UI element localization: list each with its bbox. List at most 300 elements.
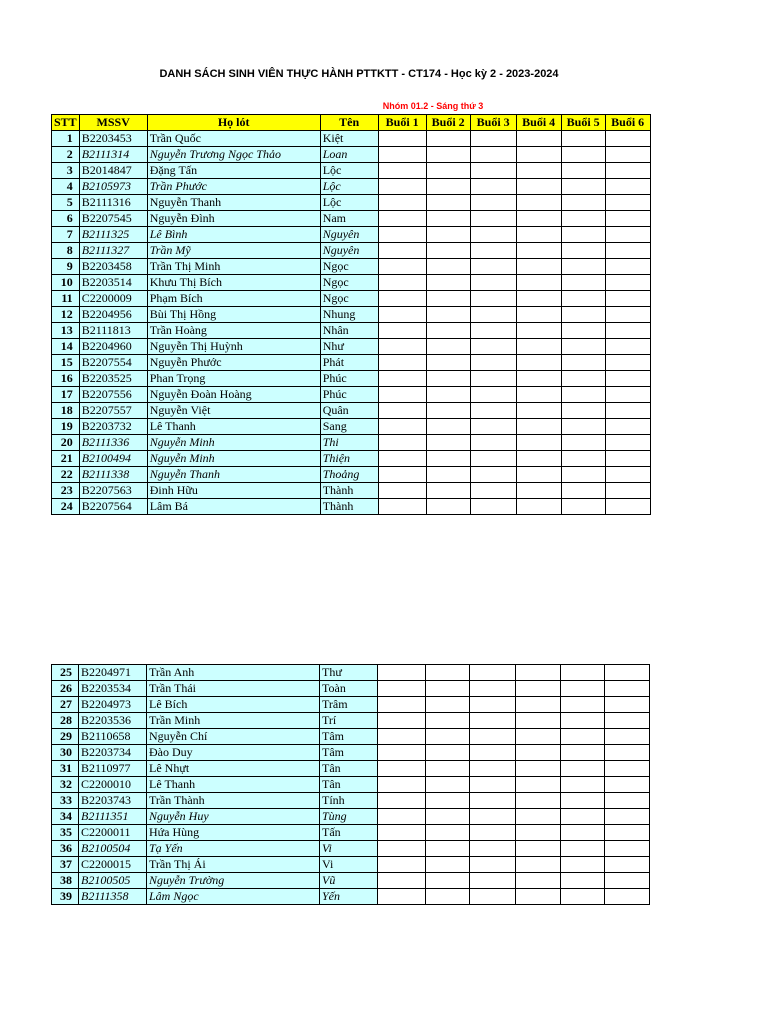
attendance-cell-buoi-1[interactable]: [378, 243, 426, 259]
student-ten: Toàn: [320, 681, 378, 697]
attendance-cell-buoi-1[interactable]: [378, 665, 426, 681]
attendance-cell-buoi-5[interactable]: [561, 697, 605, 713]
attendance-cell-buoi-1[interactable]: [378, 163, 426, 179]
student-stt: 39: [52, 889, 79, 905]
attendance-cell-buoi-5[interactable]: [561, 211, 605, 227]
attendance-cell-buoi-3[interactable]: [470, 291, 516, 307]
attendance-cell-buoi-3[interactable]: [470, 339, 516, 355]
attendance-cell-buoi-3[interactable]: [470, 761, 516, 777]
attendance-cell-buoi-3[interactable]: [470, 681, 516, 697]
attendance-cell-buoi-2[interactable]: [426, 467, 470, 483]
attendance-cell-buoi-3[interactable]: [470, 419, 516, 435]
attendance-cell-buoi-5[interactable]: [561, 163, 605, 179]
attendance-cell-buoi-2[interactable]: [426, 323, 470, 339]
attendance-cell-buoi-1[interactable]: [378, 697, 426, 713]
attendance-cell-buoi-6[interactable]: [605, 227, 650, 243]
attendance-cell-buoi-4[interactable]: [516, 147, 561, 163]
attendance-cell-buoi-3[interactable]: [470, 131, 516, 147]
attendance-cell-buoi-5[interactable]: [561, 451, 605, 467]
attendance-cell-buoi-6[interactable]: [605, 259, 650, 275]
student-ho-lot: Trần Quốc: [147, 131, 320, 147]
attendance-cell-buoi-4[interactable]: [516, 483, 561, 499]
attendance-cell-buoi-5[interactable]: [561, 889, 605, 905]
student-stt: 8: [52, 243, 80, 259]
attendance-cell-buoi-2[interactable]: [426, 761, 470, 777]
attendance-cell-buoi-2[interactable]: [426, 259, 470, 275]
student-ten: Nguyên: [320, 243, 378, 259]
attendance-cell-buoi-1[interactable]: [378, 809, 426, 825]
attendance-cell-buoi-4[interactable]: [516, 681, 561, 697]
attendance-cell-buoi-5[interactable]: [561, 371, 605, 387]
attendance-cell-buoi-4[interactable]: [516, 275, 561, 291]
attendance-cell-buoi-2[interactable]: [426, 211, 470, 227]
table-body-2: [52, 665, 650, 905]
attendance-cell-buoi-1[interactable]: [378, 681, 426, 697]
attendance-cell-buoi-6[interactable]: [605, 761, 650, 777]
attendance-cell-buoi-5[interactable]: [561, 729, 605, 745]
student-ten: Tấn: [320, 825, 378, 841]
attendance-cell-buoi-1[interactable]: [378, 841, 426, 857]
attendance-cell-buoi-1[interactable]: [378, 355, 426, 371]
attendance-cell-buoi-2[interactable]: [426, 499, 470, 515]
attendance-cell-buoi-1[interactable]: [378, 179, 426, 195]
attendance-cell-buoi-6[interactable]: [605, 355, 650, 371]
attendance-cell-buoi-1[interactable]: [378, 387, 426, 403]
attendance-cell-buoi-4[interactable]: [516, 809, 561, 825]
student-stt: 38: [52, 873, 79, 889]
attendance-cell-buoi-1[interactable]: [378, 713, 426, 729]
attendance-cell-buoi-6[interactable]: [605, 889, 650, 905]
attendance-cell-buoi-1[interactable]: [378, 211, 426, 227]
attendance-cell-buoi-1[interactable]: [378, 889, 426, 905]
group-subtitle: Nhóm 01.2 - Sáng thứ 3: [382, 101, 484, 111]
table-row: [52, 355, 651, 371]
student-stt: 11: [52, 291, 80, 307]
attendance-cell-buoi-5[interactable]: [561, 387, 605, 403]
attendance-cell-buoi-2[interactable]: [426, 131, 470, 147]
attendance-cell-buoi-6[interactable]: [605, 323, 650, 339]
student-ten: Thiện: [320, 451, 378, 467]
attendance-cell-buoi-3[interactable]: [470, 857, 516, 873]
attendance-cell-buoi-1[interactable]: [378, 147, 426, 163]
attendance-cell-buoi-5[interactable]: [561, 793, 605, 809]
student-ten: Trâm: [320, 697, 378, 713]
attendance-cell-buoi-3[interactable]: [470, 275, 516, 291]
attendance-cell-buoi-6[interactable]: [605, 291, 650, 307]
attendance-cell-buoi-1[interactable]: [378, 227, 426, 243]
student-stt: 1: [52, 131, 80, 147]
attendance-cell-buoi-4[interactable]: [516, 793, 561, 809]
attendance-cell-buoi-2[interactable]: [426, 825, 470, 841]
attendance-cell-buoi-2[interactable]: [426, 435, 470, 451]
student-id: B2100494: [79, 451, 147, 467]
attendance-cell-buoi-2[interactable]: [426, 729, 470, 745]
attendance-cell-buoi-4[interactable]: [516, 179, 561, 195]
attendance-cell-buoi-2[interactable]: [426, 777, 470, 793]
student-id: B2207545: [79, 211, 147, 227]
attendance-cell-buoi-4[interactable]: [516, 777, 561, 793]
attendance-cell-buoi-6[interactable]: [605, 451, 650, 467]
attendance-cell-buoi-4[interactable]: [516, 195, 561, 211]
attendance-cell-buoi-1[interactable]: [378, 745, 426, 761]
attendance-cell-buoi-6[interactable]: [605, 147, 650, 163]
attendance-cell-buoi-3[interactable]: [470, 665, 516, 681]
attendance-cell-buoi-5[interactable]: [561, 227, 605, 243]
attendance-cell-buoi-4[interactable]: [516, 841, 561, 857]
attendance-cell-buoi-6[interactable]: [605, 665, 650, 681]
attendance-cell-buoi-3[interactable]: [470, 259, 516, 275]
attendance-cell-buoi-1[interactable]: [378, 451, 426, 467]
attendance-cell-buoi-6[interactable]: [605, 841, 650, 857]
attendance-cell-buoi-4[interactable]: [516, 387, 561, 403]
student-ho-lot: Nguyễn Đình: [147, 211, 320, 227]
attendance-cell-buoi-3[interactable]: [470, 889, 516, 905]
attendance-cell-buoi-3[interactable]: [470, 777, 516, 793]
attendance-cell-buoi-4[interactable]: [516, 665, 561, 681]
student-id: B2203525: [79, 371, 147, 387]
student-ho-lot: Đặng Tấn: [147, 163, 320, 179]
attendance-cell-buoi-2[interactable]: [426, 697, 470, 713]
attendance-cell-buoi-1[interactable]: [378, 761, 426, 777]
attendance-cell-buoi-3[interactable]: [470, 147, 516, 163]
attendance-cell-buoi-2[interactable]: [426, 793, 470, 809]
student-ho-lot: Nguyễn Minh: [147, 451, 320, 467]
student-id: C2200010: [79, 777, 147, 793]
attendance-cell-buoi-6[interactable]: [605, 745, 650, 761]
student-stt: 15: [52, 355, 80, 371]
table-row: [52, 403, 651, 419]
header-buoi-3: Buổi 3: [470, 115, 516, 131]
attendance-cell-buoi-3[interactable]: [470, 841, 516, 857]
student-stt: 24: [52, 499, 80, 515]
attendance-cell-buoi-1[interactable]: [378, 857, 426, 873]
attendance-cell-buoi-2[interactable]: [426, 371, 470, 387]
student-stt: 26: [52, 681, 79, 697]
attendance-cell-buoi-3[interactable]: [470, 243, 516, 259]
attendance-cell-buoi-5[interactable]: [561, 841, 605, 857]
attendance-cell-buoi-1[interactable]: [378, 873, 426, 889]
attendance-cell-buoi-6[interactable]: [605, 825, 650, 841]
attendance-cell-buoi-5[interactable]: [561, 713, 605, 729]
attendance-cell-buoi-5[interactable]: [561, 419, 605, 435]
attendance-cell-buoi-3[interactable]: [470, 323, 516, 339]
attendance-cell-buoi-6[interactable]: [605, 131, 650, 147]
attendance-cell-buoi-5[interactable]: [561, 467, 605, 483]
student-ten: Ngọc: [320, 291, 378, 307]
attendance-cell-buoi-4[interactable]: [516, 403, 561, 419]
attendance-cell-buoi-6[interactable]: [605, 195, 650, 211]
attendance-cell-buoi-6[interactable]: [605, 681, 650, 697]
attendance-cell-buoi-2[interactable]: [426, 857, 470, 873]
attendance-cell-buoi-4[interactable]: [516, 825, 561, 841]
header-ho-lot: Họ lót: [147, 115, 320, 131]
attendance-cell-buoi-5[interactable]: [561, 809, 605, 825]
attendance-cell-buoi-5[interactable]: [561, 195, 605, 211]
header-buoi-2: Buổi 2: [426, 115, 470, 131]
table-row: [52, 131, 651, 147]
table-row: [52, 857, 650, 873]
student-stt: 10: [52, 275, 80, 291]
attendance-cell-buoi-2[interactable]: [426, 809, 470, 825]
student-ho-lot: Nguyễn Thị Huỳnh: [147, 339, 320, 355]
table-body-1: [52, 131, 651, 515]
attendance-cell-buoi-3[interactable]: [470, 179, 516, 195]
student-stt: 12: [52, 307, 80, 323]
attendance-cell-buoi-4[interactable]: [516, 163, 561, 179]
attendance-cell-buoi-1[interactable]: [378, 131, 426, 147]
attendance-cell-buoi-1[interactable]: [378, 259, 426, 275]
attendance-cell-buoi-6[interactable]: [605, 483, 650, 499]
attendance-cell-buoi-5[interactable]: [561, 339, 605, 355]
attendance-cell-buoi-4[interactable]: [516, 211, 561, 227]
attendance-cell-buoi-5[interactable]: [561, 499, 605, 515]
attendance-cell-buoi-1[interactable]: [378, 483, 426, 499]
table-row: [52, 745, 650, 761]
attendance-cell-buoi-3[interactable]: [470, 387, 516, 403]
student-id: B2105973: [79, 179, 147, 195]
attendance-cell-buoi-5[interactable]: [561, 681, 605, 697]
attendance-cell-buoi-6[interactable]: [605, 729, 650, 745]
attendance-cell-buoi-5[interactable]: [561, 275, 605, 291]
attendance-cell-buoi-3[interactable]: [470, 809, 516, 825]
attendance-cell-buoi-5[interactable]: [561, 307, 605, 323]
student-id: B2203534: [79, 681, 147, 697]
attendance-cell-buoi-4[interactable]: [516, 451, 561, 467]
attendance-cell-buoi-6[interactable]: [605, 403, 650, 419]
attendance-cell-buoi-1[interactable]: [378, 825, 426, 841]
attendance-cell-buoi-1[interactable]: [378, 339, 426, 355]
attendance-cell-buoi-4[interactable]: [516, 355, 561, 371]
student-ho-lot: Đào Duy: [147, 745, 320, 761]
attendance-cell-buoi-5[interactable]: [561, 825, 605, 841]
student-id: B2203734: [79, 745, 147, 761]
student-ten: Loan: [320, 147, 378, 163]
attendance-cell-buoi-4[interactable]: [516, 323, 561, 339]
table-header-row: [52, 115, 651, 131]
attendance-cell-buoi-5[interactable]: [561, 435, 605, 451]
attendance-cell-buoi-4[interactable]: [516, 259, 561, 275]
attendance-cell-buoi-3[interactable]: [470, 697, 516, 713]
student-stt: 18: [52, 403, 80, 419]
attendance-cell-buoi-2[interactable]: [426, 681, 470, 697]
attendance-cell-buoi-2[interactable]: [426, 275, 470, 291]
attendance-cell-buoi-5[interactable]: [561, 259, 605, 275]
student-stt: 23: [52, 483, 80, 499]
student-ho-lot: Trần Mỹ: [147, 243, 320, 259]
attendance-cell-buoi-1[interactable]: [378, 729, 426, 745]
attendance-cell-buoi-1[interactable]: [378, 275, 426, 291]
attendance-cell-buoi-2[interactable]: [426, 179, 470, 195]
attendance-cell-buoi-1[interactable]: [378, 435, 426, 451]
attendance-cell-buoi-4[interactable]: [516, 371, 561, 387]
attendance-cell-buoi-4[interactable]: [516, 291, 561, 307]
attendance-cell-buoi-1[interactable]: [378, 467, 426, 483]
attendance-cell-buoi-5[interactable]: [561, 777, 605, 793]
attendance-cell-buoi-2[interactable]: [426, 227, 470, 243]
attendance-cell-buoi-1[interactable]: [378, 323, 426, 339]
attendance-cell-buoi-4[interactable]: [516, 857, 561, 873]
attendance-cell-buoi-5[interactable]: [561, 243, 605, 259]
attendance-cell-buoi-4[interactable]: [516, 889, 561, 905]
attendance-cell-buoi-2[interactable]: [426, 147, 470, 163]
student-ho-lot: Nguyễn Phước: [147, 355, 320, 371]
attendance-cell-buoi-5[interactable]: [561, 355, 605, 371]
attendance-cell-buoi-2[interactable]: [426, 195, 470, 211]
attendance-cell-buoi-2[interactable]: [426, 451, 470, 467]
attendance-cell-buoi-6[interactable]: [605, 163, 650, 179]
student-stt: 16: [52, 371, 80, 387]
attendance-cell-buoi-4[interactable]: [516, 761, 561, 777]
attendance-cell-buoi-6[interactable]: [605, 713, 650, 729]
attendance-cell-buoi-2[interactable]: [426, 291, 470, 307]
attendance-cell-buoi-5[interactable]: [561, 323, 605, 339]
attendance-cell-buoi-5[interactable]: [561, 291, 605, 307]
attendance-cell-buoi-5[interactable]: [561, 483, 605, 499]
attendance-cell-buoi-6[interactable]: [605, 243, 650, 259]
student-ho-lot: Trần Anh: [147, 665, 320, 681]
attendance-cell-buoi-3[interactable]: [470, 195, 516, 211]
attendance-cell-buoi-2[interactable]: [426, 873, 470, 889]
attendance-cell-buoi-1[interactable]: [378, 371, 426, 387]
document-title: DANH SÁCH SINH VIÊN THỰC HÀNH PTTKTT - CT174 - Học kỳ 2 - 2023-2024: [159, 68, 559, 80]
attendance-cell-buoi-3[interactable]: [470, 227, 516, 243]
attendance-cell-buoi-3[interactable]: [470, 793, 516, 809]
attendance-cell-buoi-5[interactable]: [561, 147, 605, 163]
attendance-cell-buoi-1[interactable]: [378, 195, 426, 211]
attendance-cell-buoi-4[interactable]: [516, 499, 561, 515]
attendance-cell-buoi-6[interactable]: [605, 387, 650, 403]
attendance-cell-buoi-1[interactable]: [378, 777, 426, 793]
attendance-cell-buoi-2[interactable]: [426, 713, 470, 729]
attendance-cell-buoi-4[interactable]: [516, 745, 561, 761]
attendance-cell-buoi-4[interactable]: [516, 339, 561, 355]
attendance-cell-buoi-6[interactable]: [605, 809, 650, 825]
attendance-cell-buoi-6[interactable]: [605, 371, 650, 387]
attendance-cell-buoi-2[interactable]: [426, 745, 470, 761]
student-id: B2100504: [79, 841, 147, 857]
attendance-cell-buoi-4[interactable]: [516, 873, 561, 889]
attendance-cell-buoi-3[interactable]: [470, 435, 516, 451]
attendance-cell-buoi-3[interactable]: [470, 713, 516, 729]
student-ho-lot: Trần Thành: [147, 793, 320, 809]
attendance-cell-buoi-3[interactable]: [470, 451, 516, 467]
attendance-cell-buoi-3[interactable]: [470, 467, 516, 483]
attendance-cell-buoi-2[interactable]: [426, 243, 470, 259]
student-ho-lot: Khưu Thị Bích: [147, 275, 320, 291]
attendance-cell-buoi-1[interactable]: [378, 307, 426, 323]
student-ho-lot: Bùi Thị Hồng: [147, 307, 320, 323]
attendance-cell-buoi-5[interactable]: [561, 761, 605, 777]
attendance-cell-buoi-2[interactable]: [426, 483, 470, 499]
attendance-cell-buoi-4[interactable]: [516, 697, 561, 713]
table-row: [52, 889, 650, 905]
attendance-cell-buoi-3[interactable]: [470, 483, 516, 499]
attendance-cell-buoi-2[interactable]: [426, 339, 470, 355]
attendance-cell-buoi-3[interactable]: [470, 211, 516, 227]
attendance-cell-buoi-4[interactable]: [516, 243, 561, 259]
attendance-cell-buoi-6[interactable]: [605, 873, 650, 889]
attendance-cell-buoi-6[interactable]: [605, 793, 650, 809]
student-id: B2111813: [79, 323, 147, 339]
attendance-cell-buoi-3[interactable]: [470, 729, 516, 745]
attendance-cell-buoi-2[interactable]: [426, 387, 470, 403]
attendance-cell-buoi-4[interactable]: [516, 467, 561, 483]
attendance-cell-buoi-3[interactable]: [470, 825, 516, 841]
attendance-cell-buoi-6[interactable]: [605, 467, 650, 483]
attendance-cell-buoi-3[interactable]: [470, 499, 516, 515]
student-id: B2204971: [79, 665, 147, 681]
attendance-cell-buoi-2[interactable]: [426, 163, 470, 179]
attendance-cell-buoi-1[interactable]: [378, 291, 426, 307]
attendance-cell-buoi-2[interactable]: [426, 889, 470, 905]
student-id: B2203458: [79, 259, 147, 275]
attendance-cell-buoi-2[interactable]: [426, 419, 470, 435]
attendance-cell-buoi-4[interactable]: [516, 227, 561, 243]
student-ten: Quân: [320, 403, 378, 419]
attendance-cell-buoi-1[interactable]: [378, 499, 426, 515]
student-id: B2203743: [79, 793, 147, 809]
attendance-cell-buoi-2[interactable]: [426, 355, 470, 371]
student-ten: Vi: [320, 841, 378, 857]
attendance-cell-buoi-1[interactable]: [378, 793, 426, 809]
attendance-cell-buoi-5[interactable]: [561, 665, 605, 681]
attendance-cell-buoi-4[interactable]: [516, 419, 561, 435]
attendance-cell-buoi-5[interactable]: [561, 179, 605, 195]
attendance-cell-buoi-6[interactable]: [605, 435, 650, 451]
attendance-cell-buoi-6[interactable]: [605, 777, 650, 793]
attendance-cell-buoi-4[interactable]: [516, 435, 561, 451]
attendance-cell-buoi-4[interactable]: [516, 307, 561, 323]
attendance-cell-buoi-2[interactable]: [426, 665, 470, 681]
attendance-cell-buoi-6[interactable]: [605, 499, 650, 515]
student-id: B2207556: [79, 387, 147, 403]
table-row: [52, 195, 651, 211]
student-ho-lot: Đinh Hữu: [147, 483, 320, 499]
attendance-cell-buoi-3[interactable]: [470, 371, 516, 387]
attendance-cell-buoi-1[interactable]: [378, 403, 426, 419]
attendance-cell-buoi-5[interactable]: [561, 873, 605, 889]
attendance-cell-buoi-3[interactable]: [470, 403, 516, 419]
student-ten: Phúc: [320, 371, 378, 387]
student-ten: Tính: [320, 793, 378, 809]
attendance-cell-buoi-5[interactable]: [561, 403, 605, 419]
student-id: B2207563: [79, 483, 147, 499]
attendance-cell-buoi-3[interactable]: [470, 745, 516, 761]
attendance-cell-buoi-5[interactable]: [561, 857, 605, 873]
attendance-cell-buoi-3[interactable]: [470, 355, 516, 371]
attendance-cell-buoi-5[interactable]: [561, 131, 605, 147]
attendance-cell-buoi-6[interactable]: [605, 211, 650, 227]
attendance-cell-buoi-6[interactable]: [605, 179, 650, 195]
attendance-cell-buoi-6[interactable]: [605, 307, 650, 323]
attendance-cell-buoi-6[interactable]: [605, 339, 650, 355]
attendance-cell-buoi-5[interactable]: [561, 745, 605, 761]
attendance-cell-buoi-1[interactable]: [378, 419, 426, 435]
attendance-cell-buoi-4[interactable]: [516, 131, 561, 147]
attendance-cell-buoi-6[interactable]: [605, 419, 650, 435]
attendance-cell-buoi-2[interactable]: [426, 841, 470, 857]
attendance-cell-buoi-6[interactable]: [605, 857, 650, 873]
attendance-cell-buoi-2[interactable]: [426, 307, 470, 323]
attendance-cell-buoi-3[interactable]: [470, 307, 516, 323]
attendance-cell-buoi-6[interactable]: [605, 697, 650, 713]
attendance-cell-buoi-4[interactable]: [516, 729, 561, 745]
attendance-cell-buoi-3[interactable]: [470, 163, 516, 179]
attendance-cell-buoi-6[interactable]: [605, 275, 650, 291]
attendance-cell-buoi-3[interactable]: [470, 873, 516, 889]
attendance-cell-buoi-4[interactable]: [516, 713, 561, 729]
attendance-cell-buoi-2[interactable]: [426, 403, 470, 419]
